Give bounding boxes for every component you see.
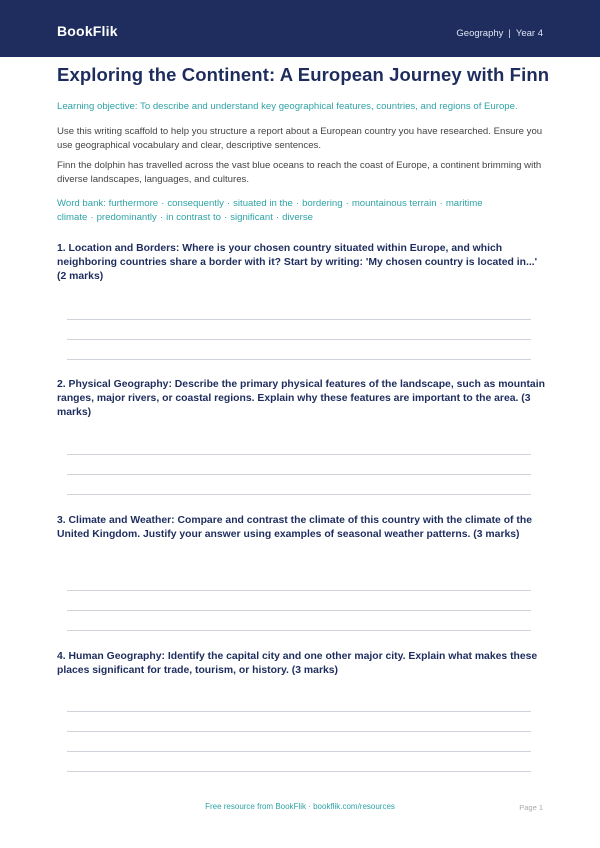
word-separator: · [345,198,349,209]
answer-line[interactable] [67,359,531,360]
word-bank-item: predominantly [96,212,157,223]
answer-line[interactable] [67,494,531,495]
word-bank-item: consequently [167,198,224,209]
answer-line[interactable] [67,751,531,752]
answer-line[interactable] [67,454,531,455]
subject-meta [456,28,543,39]
footer-link[interactable]: Free resource from BookFlik · bookflik.com/resources [205,802,395,811]
answer-line[interactable] [67,590,531,591]
word-bank-item: diverse [282,212,314,223]
word-bank-item: situated in the [233,198,293,209]
question-2: 2. Physical Geography: Describe the primary physical features of the landscape, such as mountain ranges, major rivers, or coastal regions. Explain why these features are important to the area. (3 marks) [57,379,545,418]
word-bank-item: maritime climate [57,198,483,223]
answer-line[interactable] [67,731,531,732]
question-3: 3. Climate and Weather: Compare and contrast the climate of this country with the climate of the United Kingdom. Justify your answer using examples of seasonal weather patterns. (3 marks) [57,515,532,540]
answer-line[interactable] [67,610,531,611]
word-bank-item: mountainous terrain [351,198,437,209]
word-separator: · [90,212,94,223]
page-title: Exploring the Continent: A European Journey with Finn [57,64,550,85]
year-label: Year 4 [515,28,543,39]
word-separator: · [275,212,280,223]
answer-line[interactable] [67,630,531,631]
word-bank-label: Word bank: [57,198,106,209]
answer-line[interactable] [67,339,531,340]
learning-objective: Learning objective: To describe and understand key geographical features, countries, and regions of Europe. [57,101,518,112]
word-separator: · [439,198,443,209]
intro-paragraph-1: Use this writing scaffold to help you structure a report about a European country you have researched. Ensure you use geographical vocabulary and clear, descriptive sentences. [57,126,543,151]
brand-logo[interactable]: BookFlik [57,23,118,39]
word-bank-item: bordering [302,198,343,209]
meta-separator: | [508,28,511,39]
word-bank-item: in contrast to [166,212,221,223]
answer-line[interactable] [67,771,531,772]
answer-line[interactable] [67,711,531,712]
word-separator: · [224,212,228,223]
word-bank-words [57,198,483,223]
word-separator: · [226,198,231,209]
subject-label: Geography [456,28,504,39]
word-bank [57,197,547,225]
answer-line[interactable] [67,474,531,475]
page-number: Page 1 [519,803,543,812]
page-header [0,0,600,57]
word-bank-item: significant [230,212,273,223]
word-separator: · [161,198,165,209]
question-4: 4. Human Geography: Identify the capital city and one other major city. Explain what makes these places significant for trade, tourism, or history. (3 marks) [57,651,538,676]
word-separator: · [159,212,164,223]
question-1: 1. Location and Borders: Where is your chosen country situated within Europe, and which neighboring countries share a border with it? Start by writing: 'My chosen country is located in...' (2 marks) [57,243,538,282]
intro-paragraph-2: Finn the dolphin has travelled across the vast blue oceans to reach the coast of Europe, a continent brimming with diverse landscapes, languages, and cultures. [57,160,542,185]
answer-line[interactable] [67,319,531,320]
word-separator: · [295,198,300,209]
word-bank-item: furthermore [108,198,159,209]
